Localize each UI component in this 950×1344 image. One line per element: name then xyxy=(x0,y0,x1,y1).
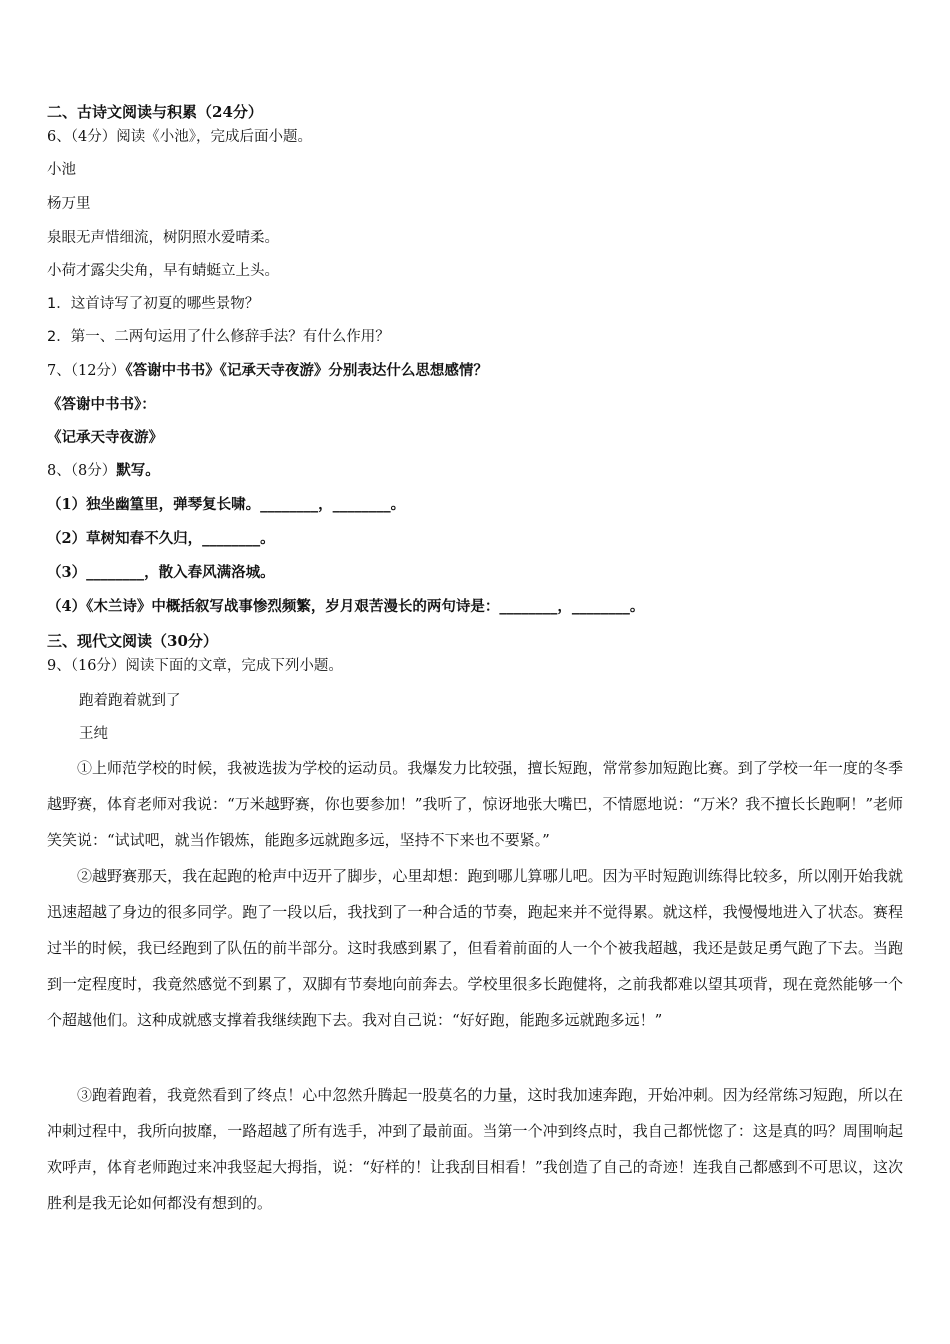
section-3-title: 三、现代文阅读（30分） xyxy=(47,632,218,650)
question-8-number: 8、（8分） xyxy=(47,463,117,479)
poem-title: 小池 xyxy=(47,162,76,178)
article-author: 王纯 xyxy=(79,726,108,742)
question-6-sub-1: 1．这首诗写了初夏的哪些景物？ xyxy=(47,296,260,312)
poem-line-1: 泉眼无声惜细流，树阴照水爱晴柔。 xyxy=(47,230,279,246)
question-7-answer-1-label: 《答谢中书书》： xyxy=(47,396,156,413)
question-8-item-1: （1）独坐幽篁里，弹琴复长啸。________，________。 xyxy=(47,496,406,513)
question-6-sub-2: 2．第一、二两句运用了什么修辞手法？有什么作用？ xyxy=(47,329,390,345)
question-8-item-3: （3）________，散入春风满洛城。 xyxy=(47,564,275,581)
question-7-answer-2-label: 《记承天寺夜游》 xyxy=(47,429,163,446)
article-paragraph-3: ③跑着跑着，我竟然看到了终点！心中忽然升腾起一股莫名的力量，这时我加速奔跑，开始冲刺。因为经常练习短跑，所以在冲刺过程中，我所向披靡，一路超越了所有选手，冲到了最前面。当第一个冲到终点时，我自己都恍惚了：这是真的吗？周围响起欢呼声，体育老师跑过来冲我竖起大拇指，说：“好样的！让我刮目相看！”我创造了自己的奇迹！连我自己都感到不可思议，这次胜利是我无论如何都没有想到的。 xyxy=(47,1086,903,1212)
poem-author: 杨万里 xyxy=(47,196,91,212)
question-8-item-2: （2）草树知春不久归，________。 xyxy=(47,530,275,547)
question-8-item-4: （4）《木兰诗》中概括叙写战事惨烈频繁，岁月艰苦漫长的两句诗是：________，________。 xyxy=(47,598,645,615)
article-paragraph-2: ②越野赛那天，我在起跑的枪声中迈开了脚步，心里却想：跑到哪儿算哪儿吧。因为平时短跑训练得比较多，所以刚开始我就迅速超越了身边的很多同学。跑了一段以后，我找到了一种合适的节奏，跑起来并不觉得累。就这样，我慢慢地进入了状态。赛程过半的时候，我已经跑到了队伍的前半部分。这时我感到累了，但看着前面的人一个个被我超越，我还是鼓足勇气跑了下去。当跑到一定程度时，我竟然感觉不到累了，双脚有节奏地向前奔去。学校里很多长跑健将，之前我都难以望其项背，现在竟然能够一个个超越他们。这种成就感支撑着我继续跑下去。我对自己说：“好好跑，能跑多远就跑多远！” xyxy=(47,867,903,1029)
question-7 xyxy=(47,361,488,381)
question-7-number: 7、（12分） xyxy=(47,363,126,379)
question-7-stem: 《答谢中书书》《记承天寺夜游》分别表达什么思想感情？ xyxy=(125,362,488,379)
question-8-stem: 默写。 xyxy=(116,462,160,479)
article-title: 跑着跑着就到了 xyxy=(79,693,181,709)
question-9-stem: 9、（16分）阅读下面的文章，完成下列小题。 xyxy=(47,658,343,674)
question-8 xyxy=(47,461,160,481)
poem-line-2: 小荷才露尖尖角，早有蜻蜓立上头。 xyxy=(47,263,279,279)
question-6-stem: 6、（4分）阅读《小池》，完成后面小题。 xyxy=(47,129,312,145)
section-2-title: 二、古诗文阅读与积累（24分） xyxy=(47,103,263,121)
article-paragraph-1: ①上师范学校的时候，我被选拔为学校的运动员。我爆发力比较强，擅长短跑，常常参加短跑比赛。到了学校一年一度的冬季越野赛，体育老师对我说：“万米越野赛，你也要参加！”我听了，惊讶地张大嘴巴，不情愿地说：“万米？我不擅长长跑啊！”老师笑笑说：“试试吧，就当作锻炼，能跑多远就跑多远，坚持不下来也不要紧。” xyxy=(47,759,903,849)
